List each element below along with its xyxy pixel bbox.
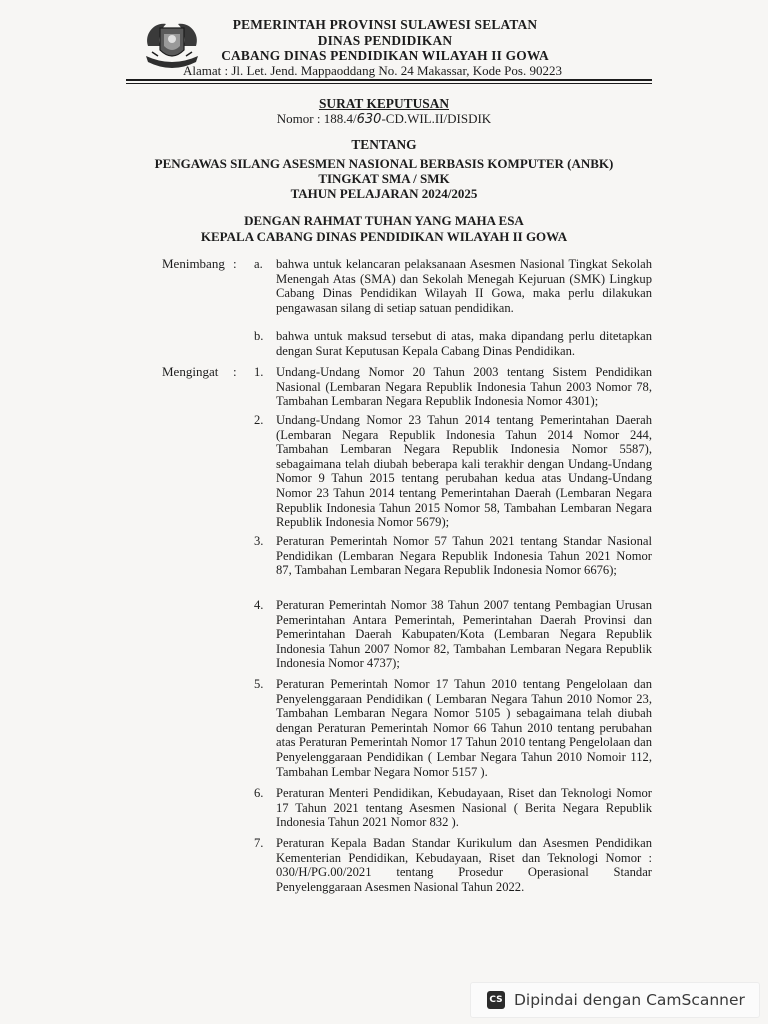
- item-text: Peraturan Pemerintah Nomor 17 Tahun 2010 tentang Pengelolaan dan Penyelenggaraan Pendidikan ( Lembaran Negara Tahun 2010 Nomor 23, Tambahan Lembaran Negara Nomor 5105 ) sebagaimana telah diubah dengan Peraturan Pemerintah Nomor 66 Tahun 2010 tentang perubahan atas Peraturan Pemerintah Nomor 17 Tahun 2010 tentang Pengelolaan dan Penyelenggaraan Pendidikan ( Lembar Negara Tahun 2010 Nomoir 112, Tambahan Lembar Negara Nomor 5157 ).: [276, 677, 652, 779]
- item-text: Peraturan Menteri Pendidikan, Kebudayaan, Riset dan Teknologi Nomor 17 Tahun 2021 tentang Asesmen Nasional ( Berita Negara Republik Indonesia Tahun 2021 Nomor 832 ).: [276, 786, 652, 830]
- letterhead-rule-thin: [126, 83, 652, 84]
- menimbang-item-b: [254, 329, 652, 358]
- item-marker: 4.: [254, 598, 264, 612]
- document-number-prefix: Nomor : 188.4/: [276, 111, 357, 126]
- item-text: bahwa untuk maksud tersebut di atas, maka dipandang perlu ditetapkan dengan Surat Keputusan Kepala Cabang Dinas Pendidikan.: [276, 329, 652, 358]
- mengingat-item-4: [254, 598, 652, 671]
- mengingat-label: Mengingat: [162, 364, 219, 379]
- document-number-suffix: -CD.WIL.II/DISDIK: [381, 111, 492, 126]
- item-marker: 1.: [254, 365, 264, 379]
- letterhead-rule-thick: [126, 79, 652, 81]
- invocation-line-2: KEPALA CABANG DINAS PENDIDIKAN WILAYAH II GOWA: [200, 229, 568, 244]
- item-marker: 7.: [254, 836, 264, 850]
- letterhead-address: Alamat : Jl. Let. Jend. Mappaoddang No. 24 Makassar, Kode Pos. 90223: [183, 63, 562, 78]
- item-marker: b.: [254, 329, 264, 343]
- mengingat-item-6: [254, 786, 652, 830]
- item-text: Undang-Undang Nomor 20 Tahun 2003 tentang Sistem Pendidikan Nasional (Lembaran Negara Republik Indonesia Tahun 2003 Nomor 78, Tambahan Lembaran Negara Republik Indonesia Nomor 4301);: [276, 365, 652, 409]
- mengingat-item-7: [254, 836, 652, 894]
- mengingat-item-2: [254, 413, 652, 530]
- item-text: bahwa untuk kelancaran pelaksanaan Asesmen Nasional Tingkat Sekolah Menengah Atas (SMA) dan Sekolah Menegah Kejuruan (SMK) Lingkup Cabang Dinas Pendidikan Wilayah II Gowa, maka perlu dilakukan pengawasan silang di setiap satuan pendidikan.: [276, 257, 652, 315]
- invocation-line-1: DENGAN RAHMAT TUHAN YANG MAHA ESA: [244, 213, 524, 228]
- menimbang-item-a: [254, 257, 652, 315]
- subject-line-2: TINGKAT SMA / SMK: [318, 171, 450, 186]
- menimbang-colon: :: [233, 256, 237, 271]
- item-text: Peraturan Kepala Badan Standar Kurikulum dan Asesmen Pendidikan Kementerian Pendidikan, Kebudayaan, Riset dan Teknologi Nomor : 030/H/PG.00/2021 tentang Prosedur Operasional Standar Penyelenggaraan Asesmen Nasional Tahun 2022.: [276, 836, 652, 894]
- about-heading: TENTANG: [351, 137, 417, 152]
- camscanner-logo-icon: CS: [487, 991, 505, 1009]
- subject-line-1: PENGAWAS SILANG ASESMEN NASIONAL BERBASIS KOMPUTER (ANBK): [154, 156, 614, 171]
- letterhead-branch: CABANG DINAS PENDIDIKAN WILAYAH II GOWA: [221, 48, 549, 63]
- letterhead: [183, 17, 565, 78]
- letterhead-government: PEMERINTAH PROVINSI SULAWESI SELATAN: [232, 17, 538, 32]
- document-number-handwritten: 630: [356, 112, 382, 127]
- letterhead-agency: DINAS PENDIDIKAN: [317, 32, 453, 48]
- mengingat-item-1: [254, 365, 652, 409]
- camscanner-text: Dipindai dengan CamScanner: [514, 991, 745, 1009]
- item-marker: 6.: [254, 786, 264, 800]
- item-text: Peraturan Pemerintah Nomor 57 Tahun 2021 tentang Standar Nasional Pendidikan (Lembaran Negara Republik Indonesia Tahun 2021 Nomor 87, Tambahan Lembaran Negara Republik Indonesia Nomor 6676);: [276, 534, 652, 578]
- item-marker: 2.: [254, 413, 264, 427]
- item-marker: 5.: [254, 677, 264, 691]
- camscanner-watermark: [470, 982, 760, 1018]
- mengingat-item-5: [254, 677, 652, 779]
- menimbang-label: Menimbang: [162, 256, 225, 271]
- item-text: Peraturan Pemerintah Nomor 38 Tahun 2007 tentang Pembagian Urusan Pemerintahan Antara Pemerintah, Pemerintahan Daerah Provinsi dan Pemerintahan Daerah Kabupaten/Kota (Lembaran Negara Republik Indonesia Tahun 2007 Nomor 82, Tambahan Lembaran Negara Republik Indonesia Nomor 4737);: [276, 598, 652, 671]
- item-marker: 3.: [254, 534, 264, 548]
- document-type: SURAT KEPUTUSAN: [318, 96, 450, 111]
- mengingat-item-3: [254, 534, 652, 578]
- mengingat-colon: :: [233, 364, 237, 379]
- item-text: Undang-Undang Nomor 23 Tahun 2014 tentang Pemerintahan Daerah (Lembaran Negara Republik Indonesia Tahun 2014 Nomor 244, Tambahan Lembaran Negara Republik Indonesia Nomor 5587), sebagaimana telah diubah beberapa kali terakhir dengan Undang-Undang Nomor 9 Tahun 2015 tentang perubahan kedua atas Undang-Undang Nomor 23 Tahun 2014 tentang Pemerintahan Daerah (Lembaran Negara Republik Indonesia Tahun 2015 Nomor 58, Tambahan Lembaran Negara Republik Indonesia Nomor 5679);: [276, 413, 652, 530]
- document-number: [0, 111, 768, 127]
- subject-line-3: TAHUN PELAJARAN 2024/2025: [290, 186, 478, 201]
- item-marker: a.: [254, 257, 263, 271]
